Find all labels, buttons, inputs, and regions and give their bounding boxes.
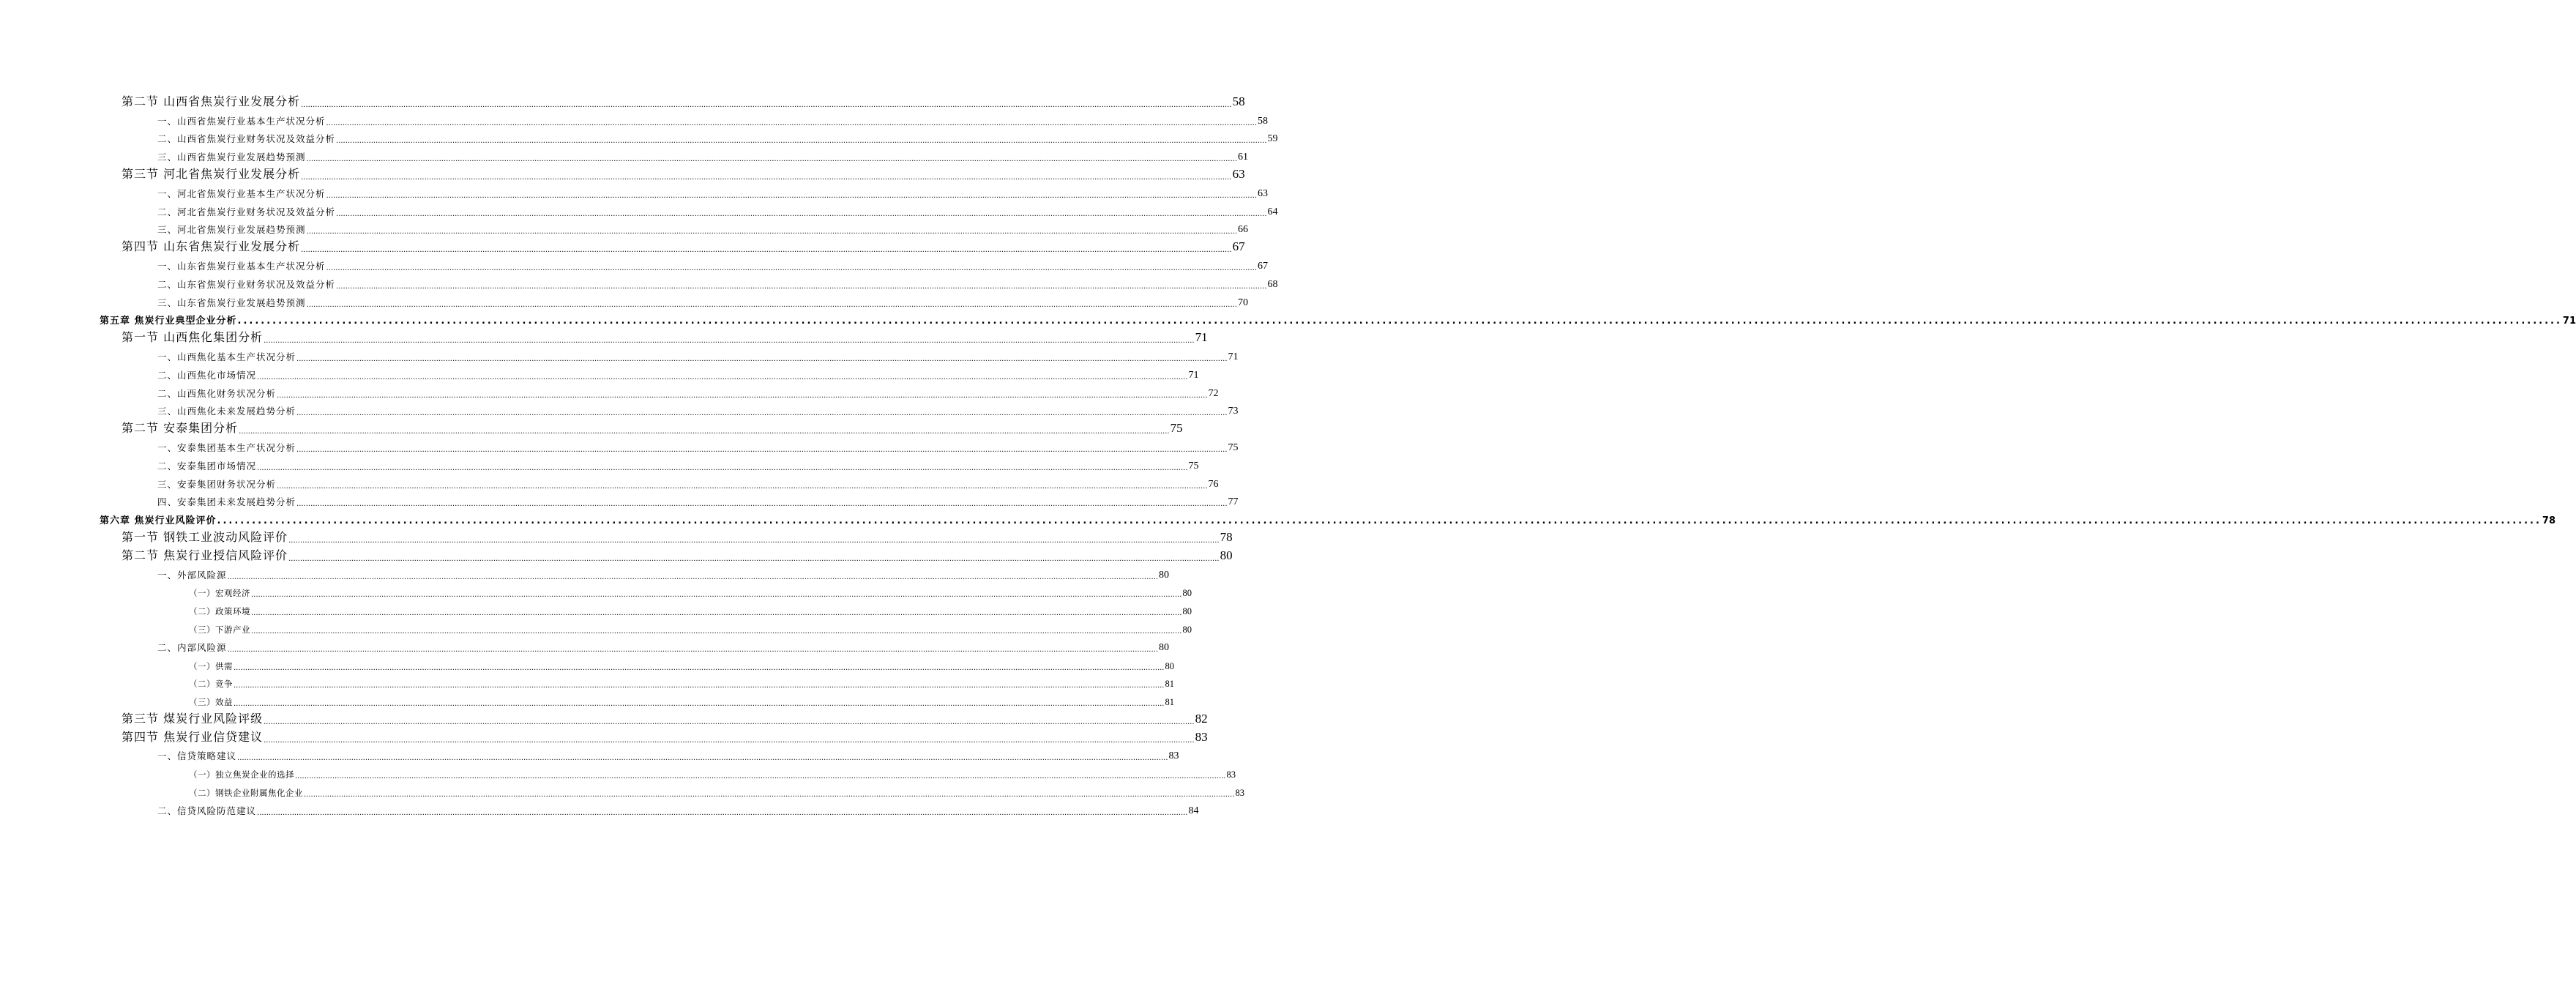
dot-leader: ................................................................................................................................................................................................................................................................................................................................................................................................................ [301,246,1232,255]
toc-entry-page-number: 83 [1226,769,1236,780]
toc-entry-item[interactable] [0,745,1179,763]
toc-entry-title: 二、山东省焦炭行业财务状况及效益分析 [157,278,336,290]
dot-leader: ................................................................................................................................................................................................................................................................................................................................................................................................................ [296,500,1228,509]
toc-entry-title: （二）政策环境 [189,606,250,617]
toc-entry-title: 一、山东省焦炭行业基本生产状况分析 [157,260,326,272]
toc-entry-page-number: 73 [1228,406,1239,417]
toc-entry-page-number: 67 [1258,260,1268,272]
toc-entry-page-number: 83 [1235,788,1244,799]
toc-entry-title: （二）钢铁企业附属焦化企业 [189,788,303,799]
toc-entry-item[interactable] [0,799,1199,817]
toc-entry-page-number: 80 [1182,606,1192,617]
toc-entry-title: 一、安泰集团基本生产状况分析 [157,441,296,453]
toc-entry-page-number: 64 [1267,206,1278,217]
toc-entry-section[interactable] [0,526,1233,545]
toc-entry-title: （二）竞争 [189,679,233,690]
toc-entry-item[interactable] [0,345,1239,363]
toc-entry-section[interactable] [0,327,1208,346]
toc-entry-page-number: 81 [1165,697,1174,708]
toc-entry-item[interactable] [0,472,1219,491]
dot-leader: ................................................................................................................................................................................................................................................................................................................................................................................................................ [336,209,1267,218]
toc-entry-page-number: 83 [1195,729,1208,744]
toc-entry-page-number: 61 [1238,152,1248,163]
dot-leader: ................................................................................................................................................................................................................................................................................................................................................................................................................ [237,316,2562,327]
toc-entry-page-number: 63 [1232,166,1245,181]
toc-entry-title: 第二节 焦炭行业授信风险评价 [122,548,288,562]
toc-entry-title: 三、河北省焦炭行业发展趋势预测 [157,224,306,236]
toc-entry-title: 一、信贷策略建议 [157,750,237,762]
toc-entry-section[interactable] [0,726,1208,745]
toc-entry-title: 一、外部风险源 [157,569,227,581]
dot-leader: ................................................................................................................................................................................................................................................................................................................................................................................................................ [227,645,1158,654]
toc-entry-item[interactable] [0,381,1219,400]
dot-leader: ................................................................................................................................................................................................................................................................................................................................................................................................................ [288,536,1220,545]
toc-entry-page-number: 80 [1165,660,1174,671]
dot-leader: ................................................................................................................................................................................................................................................................................................................................................................................................................ [306,155,1237,164]
dot-leader: ................................................................................................................................................................................................................................................................................................................................................................................................................ [237,754,1168,763]
dot-leader: ................................................................................................................................................................................................................................................................................................................................................................................................................ [288,554,1220,563]
toc-entry-page-number: 80 [1159,569,1169,581]
toc-entry-page-number: 71 [1188,369,1199,381]
table-of-contents [0,91,2576,817]
toc-entry-title: 二、山西焦化财务状况分析 [157,387,277,399]
toc-entry-title: （一）独立焦炭企业的选择 [189,769,294,780]
toc-entry-item[interactable] [0,363,1199,381]
dot-leader: ................................................................................................................................................................................................................................................................................................................................................................................................................ [306,300,1237,309]
toc-entry-page-number: 71 [2562,316,2576,327]
dot-leader: ................................................................................................................................................................................................................................................................................................................................................................................................................ [264,736,1195,745]
toc-entry-title: 第三节 煤炭行业风险评级 [122,711,264,726]
toc-entry-item[interactable] [0,109,1268,127]
toc-entry-page-number: 59 [1267,133,1278,145]
toc-entry-page-number: 84 [1188,805,1199,816]
dot-leader: ................................................................................................................................................................................................................................................................................................................................................................................................................ [257,373,1188,381]
toc-entry-sub[interactable] [0,690,1174,709]
toc-entry-page-number: 82 [1195,711,1208,726]
dot-leader: ................................................................................................................................................................................................................................................................................................................................................................................................................ [301,173,1232,182]
toc-entry-title: 一、河北省焦炭行业基本生产状况分析 [157,187,326,199]
toc-entry-page-number: 75 [1188,460,1199,471]
dot-leader: ................................................................................................................................................................................................................................................................................................................................................................................................................ [257,808,1188,817]
toc-entry-sub[interactable] [0,672,1174,690]
toc-entry-page-number: 70 [1238,297,1248,308]
toc-entry-title: 第四节 焦炭行业信贷建议 [122,729,264,744]
dot-leader: ................................................................................................................................................................................................................................................................................................................................................................................................................ [301,100,1232,109]
dot-leader: ................................................................................................................................................................................................................................................................................................................................................................................................................ [326,264,1257,272]
toc-entry-chapter[interactable] [0,309,2576,327]
dot-leader: ................................................................................................................................................................................................................................................................................................................................................................................................................ [295,772,1226,781]
toc-entry-title: 二、信贷风险防范建议 [157,805,257,816]
toc-entry-title: 三、安泰集团财务状况分析 [157,478,277,490]
toc-entry-page-number: 83 [1168,750,1179,762]
toc-entry-title: 一、山西焦化基本生产状况分析 [157,351,296,362]
toc-entry-sub[interactable] [0,762,1236,781]
toc-entry-page-number: 72 [1208,387,1219,399]
toc-entry-page-number: 67 [1232,239,1245,254]
toc-entry-page-number: 80 [1182,588,1192,599]
dot-leader: ................................................................................................................................................................................................................................................................................................................................................................................................................ [239,428,1170,436]
toc-entry-page-number: 78 [1220,529,1233,544]
toc-entry-chapter[interactable] [0,508,2556,527]
dot-leader: ................................................................................................................................................................................................................................................................................................................................................................................................................ [251,591,1182,600]
toc-entry-title: 一、山西省焦炭行业基本生产状况分析 [157,115,326,127]
dot-leader: ................................................................................................................................................................................................................................................................................................................................................................................................................ [277,391,1208,400]
toc-entry-page-number: 77 [1228,496,1239,508]
toc-entry-title: 三、山东省焦炭行业发展趋势预测 [157,297,306,308]
toc-entry-page-number: 78 [2542,515,2556,527]
toc-entry-title: 第一节 山西焦化集团分析 [122,330,264,345]
toc-entry-title: 第五章 焦炭行业典型企业分析 [100,316,237,327]
dot-leader: ................................................................................................................................................................................................................................................................................................................................................................................................................ [306,228,1237,236]
dot-leader: ................................................................................................................................................................................................................................................................................................................................................................................................................ [257,463,1188,472]
toc-entry-section[interactable] [0,91,1245,109]
toc-entry-item[interactable] [0,291,1248,309]
toc-entry-item[interactable] [0,454,1199,472]
toc-entry-section[interactable] [0,545,1233,563]
dot-leader: ................................................................................................................................................................................................................................................................................................................................................................................................................ [264,718,1195,726]
toc-entry-item[interactable] [0,200,1278,218]
toc-entry-title: 二、山西省焦炭行业财务状况及效益分析 [157,133,336,145]
toc-entry-title: 三、山西省焦炭行业发展趋势预测 [157,152,306,163]
toc-entry-item[interactable] [0,272,1278,291]
toc-entry-section[interactable] [0,417,1183,436]
toc-entry-item[interactable] [0,436,1239,454]
toc-entry-page-number: 58 [1258,115,1268,127]
toc-entry-page-number: 75 [1228,441,1239,453]
toc-entry-item[interactable] [0,182,1268,200]
dot-leader: ................................................................................................................................................................................................................................................................................................................................................................................................................ [336,137,1267,146]
dot-leader: ................................................................................................................................................................................................................................................................................................................................................................................................................ [234,700,1165,709]
toc-entry-title: 第三节 河北省焦炭行业发展分析 [122,166,301,181]
toc-entry-page-number: 66 [1238,224,1248,236]
toc-entry-page-number: 63 [1258,187,1268,199]
toc-entry-title: 二、内部风险源 [157,641,227,653]
toc-entry-title: （三）效益 [189,697,233,708]
toc-entry-item[interactable] [0,491,1239,509]
toc-entry-title: 第四节 山东省焦炭行业发展分析 [122,239,301,254]
dot-leader: ................................................................................................................................................................................................................................................................................................................................................................................................................ [296,409,1228,418]
toc-entry-title: （一）宏观经济 [189,588,250,599]
dot-leader: ................................................................................................................................................................................................................................................................................................................................................................................................................ [326,119,1257,127]
toc-entry-sub[interactable] [0,599,1192,618]
toc-entry-page-number: 76 [1208,478,1219,490]
dot-leader: ................................................................................................................................................................................................................................................................................................................................................................................................................ [217,515,2542,527]
toc-entry-item[interactable] [0,563,1169,581]
dot-leader: ................................................................................................................................................................................................................................................................................................................................................................................................................ [296,354,1228,363]
toc-entry-item[interactable] [0,254,1268,272]
toc-entry-sub[interactable] [0,617,1192,636]
toc-entry-title: 二、河北省焦炭行业财务状况及效益分析 [157,206,336,217]
toc-entry-page-number: 71 [1195,330,1208,345]
toc-entry-sub[interactable] [0,780,1244,800]
toc-entry-title: （一）供需 [189,660,233,671]
toc-entry-page-number: 68 [1267,278,1278,290]
toc-entry-section[interactable] [0,163,1245,182]
dot-leader: ................................................................................................................................................................................................................................................................................................................................................................................................................ [251,627,1182,636]
dot-leader: ................................................................................................................................................................................................................................................................................................................................................................................................................ [251,609,1182,618]
toc-entry-item[interactable] [0,400,1239,418]
toc-entry-page-number: 71 [1228,351,1239,362]
dot-leader: ................................................................................................................................................................................................................................................................................................................................................................................................................ [304,791,1235,800]
dot-leader: ................................................................................................................................................................................................................................................................................................................................................................................................................ [227,573,1158,581]
toc-entry-section[interactable] [0,708,1208,726]
toc-entry-page-number: 80 [1159,641,1169,653]
toc-entry-item[interactable] [0,636,1169,654]
toc-entry-page-number: 80 [1182,624,1192,635]
toc-entry-title: 二、安泰集团市场情况 [157,460,257,471]
toc-entry-section[interactable] [0,236,1245,255]
toc-entry-page-number: 80 [1220,548,1233,562]
dot-leader: ................................................................................................................................................................................................................................................................................................................................................................................................................ [296,445,1228,454]
toc-entry-item[interactable] [0,218,1248,236]
dot-leader: ................................................................................................................................................................................................................................................................................................................................................................................................................ [234,682,1165,690]
dot-leader: ................................................................................................................................................................................................................................................................................................................................................................................................................ [326,191,1257,200]
toc-entry-title: 二、山西焦化市场情况 [157,369,257,381]
toc-entry-sub[interactable] [0,654,1174,672]
toc-entry-title: 四、安泰集团未来发展趋势分析 [157,496,296,508]
toc-entry-title: 第一节 钢铁工业波动风险评价 [122,529,288,544]
toc-entry-sub[interactable] [0,581,1192,600]
toc-entry-title: 第六章 焦炭行业风险评价 [100,515,217,527]
dot-leader: ................................................................................................................................................................................................................................................................................................................................................................................................................ [234,663,1165,672]
dot-leader: ................................................................................................................................................................................................................................................................................................................................................................................................................ [277,482,1208,491]
toc-entry-title: 第二节 山西省焦炭行业发展分析 [122,94,301,108]
toc-entry-page-number: 75 [1170,421,1183,436]
dot-leader: ................................................................................................................................................................................................................................................................................................................................................................................................................ [336,282,1267,291]
toc-entry-title: （三）下游产业 [189,624,250,635]
toc-entry-title: 三、山西焦化未来发展趋势分析 [157,406,296,417]
toc-entry-item[interactable] [0,127,1278,146]
toc-entry-item[interactable] [0,145,1248,164]
toc-entry-page-number: 58 [1232,94,1245,108]
toc-entry-title: 第二节 安泰集团分析 [122,421,239,436]
toc-entry-page-number: 81 [1165,679,1174,690]
dot-leader: ................................................................................................................................................................................................................................................................................................................................................................................................................ [264,337,1195,346]
